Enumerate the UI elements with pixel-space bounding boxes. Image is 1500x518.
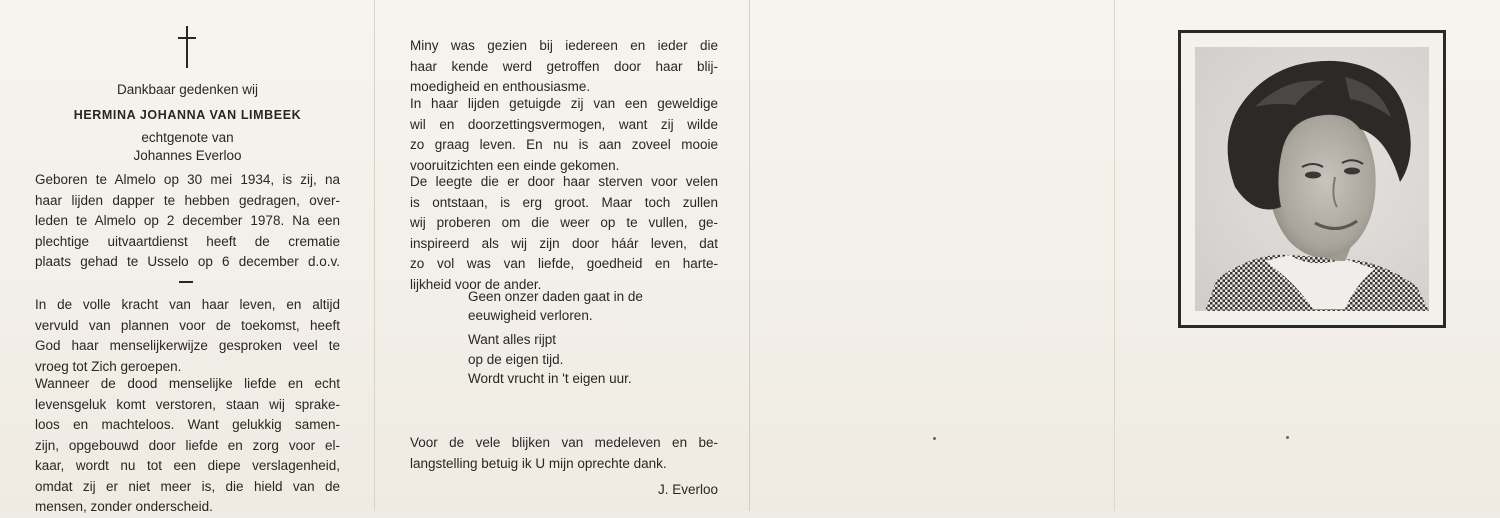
text-line: kaar, wordt nu tot een diepe verslagenheid, <box>35 458 340 473</box>
text-line: levensgeluk komt verstoren, staan wij sprake- <box>35 396 340 412</box>
portrait-frame <box>1178 30 1446 328</box>
love-paragraph <box>35 374 340 518</box>
text-line: vervuld van plannen voor de toekomst, heeft <box>35 317 340 333</box>
text-line: In haar lijden getuigde zij van een geweldige <box>410 96 718 111</box>
text-line: wij proberen om die weer op te vullen, ge- <box>410 215 718 230</box>
text-line: haar lijden dapper te hebben gedragen, over- <box>35 192 340 208</box>
text-line: Geboren te Almelo op 30 mei 1934, is zij, na <box>35 172 340 187</box>
life-paragraph <box>35 295 340 377</box>
poem-line: eeuwigheid verloren. <box>468 308 593 323</box>
paper-speck <box>933 437 936 440</box>
spouse-label: echtgenote van <box>141 130 234 145</box>
text-line: leden te Almelo op 2 december 1978. Na een <box>35 213 340 228</box>
birth-death-paragraph <box>35 170 340 273</box>
poem-line: Want alles rijpt <box>468 332 557 347</box>
text-line: omdat zij er niet meer is, die hield van de <box>35 478 340 494</box>
thanks-paragraph <box>410 433 718 474</box>
text-line: plaats gehad te Usselo op 6 december d.o.v. <box>35 254 340 269</box>
poem-line: Geen onzer daden gaat in de <box>468 289 643 304</box>
cross-icon <box>178 26 196 68</box>
text-line: is ontstaan, is erg groot. Maar toch zullen <box>410 194 718 210</box>
text-line: moedigheid en enthousiasme. <box>410 79 591 94</box>
text-line: haar kende werd getroffen door haar blij- <box>410 58 718 74</box>
panel-middle <box>375 0 750 511</box>
portrait-photo <box>1195 47 1429 311</box>
portrait-illustration <box>1195 47 1429 311</box>
text-line: vroeg tot Zich geroepen. <box>35 358 182 374</box>
text-line: vooruitzichten een einde gekomen. <box>410 157 620 173</box>
text-line: Miny was gezien bij iedereen en ieder die <box>410 38 718 53</box>
text-line: inspireerd als wij zijn door háár leven, dat <box>410 235 718 251</box>
suffering-paragraph <box>410 94 718 176</box>
intro-text: Dankbaar gedenken wij <box>116 82 259 97</box>
poem-stanza-1 <box>468 287 643 325</box>
text-line: De leegte die er door haar sterven voor velen <box>410 174 718 189</box>
emptiness-paragraph <box>410 172 718 295</box>
text-line: zo graag leven. En nu is aan zoveel mooie <box>410 137 718 152</box>
text-line: God haar menselijkerwijze gesproken veel te <box>35 338 340 353</box>
text-line: loos en machteloos. Want gelukkig samen- <box>35 417 340 432</box>
miny-paragraph <box>410 36 718 98</box>
text-line: lijkheid voor de ander. <box>410 276 542 292</box>
text-line: zijn, opgebouwd door liefde en zorg voor el- <box>35 437 340 453</box>
text-line: Voor de vele blijken van medeleven en be- <box>410 435 718 450</box>
text-line: zo vol was van liefde, goedheid en harte- <box>410 256 718 271</box>
poem-line: Wordt vrucht in 't eigen uur. <box>468 371 632 386</box>
text-line: plechtige uitvaartdienst heeft de crematie <box>35 233 340 249</box>
text-line: In de volle kracht van haar leven, en altijd <box>35 297 340 312</box>
deceased-name: HERMINA JOHANNA VAN LIMBEEK <box>73 108 302 122</box>
text-line: Wanneer de dood menselijke liefde en echt <box>35 376 340 391</box>
poem-line: op de eigen tijd. <box>468 351 564 367</box>
spouse-name: Johannes Everloo <box>133 148 242 163</box>
panel-left <box>0 0 375 514</box>
text-line: langstelling betuig ik U mijn oprechte dank. <box>410 455 667 471</box>
text-line: wil en doorzettingsvermogen, want zij wilde <box>410 116 718 132</box>
divider-dash <box>179 281 193 283</box>
signature: J. Everloo <box>657 482 718 497</box>
paper-speck <box>1286 436 1289 439</box>
panel-blank <box>750 0 1115 511</box>
text-line: mensen, zonder onderscheid. <box>35 499 213 514</box>
poem-stanza-2 <box>468 330 632 389</box>
